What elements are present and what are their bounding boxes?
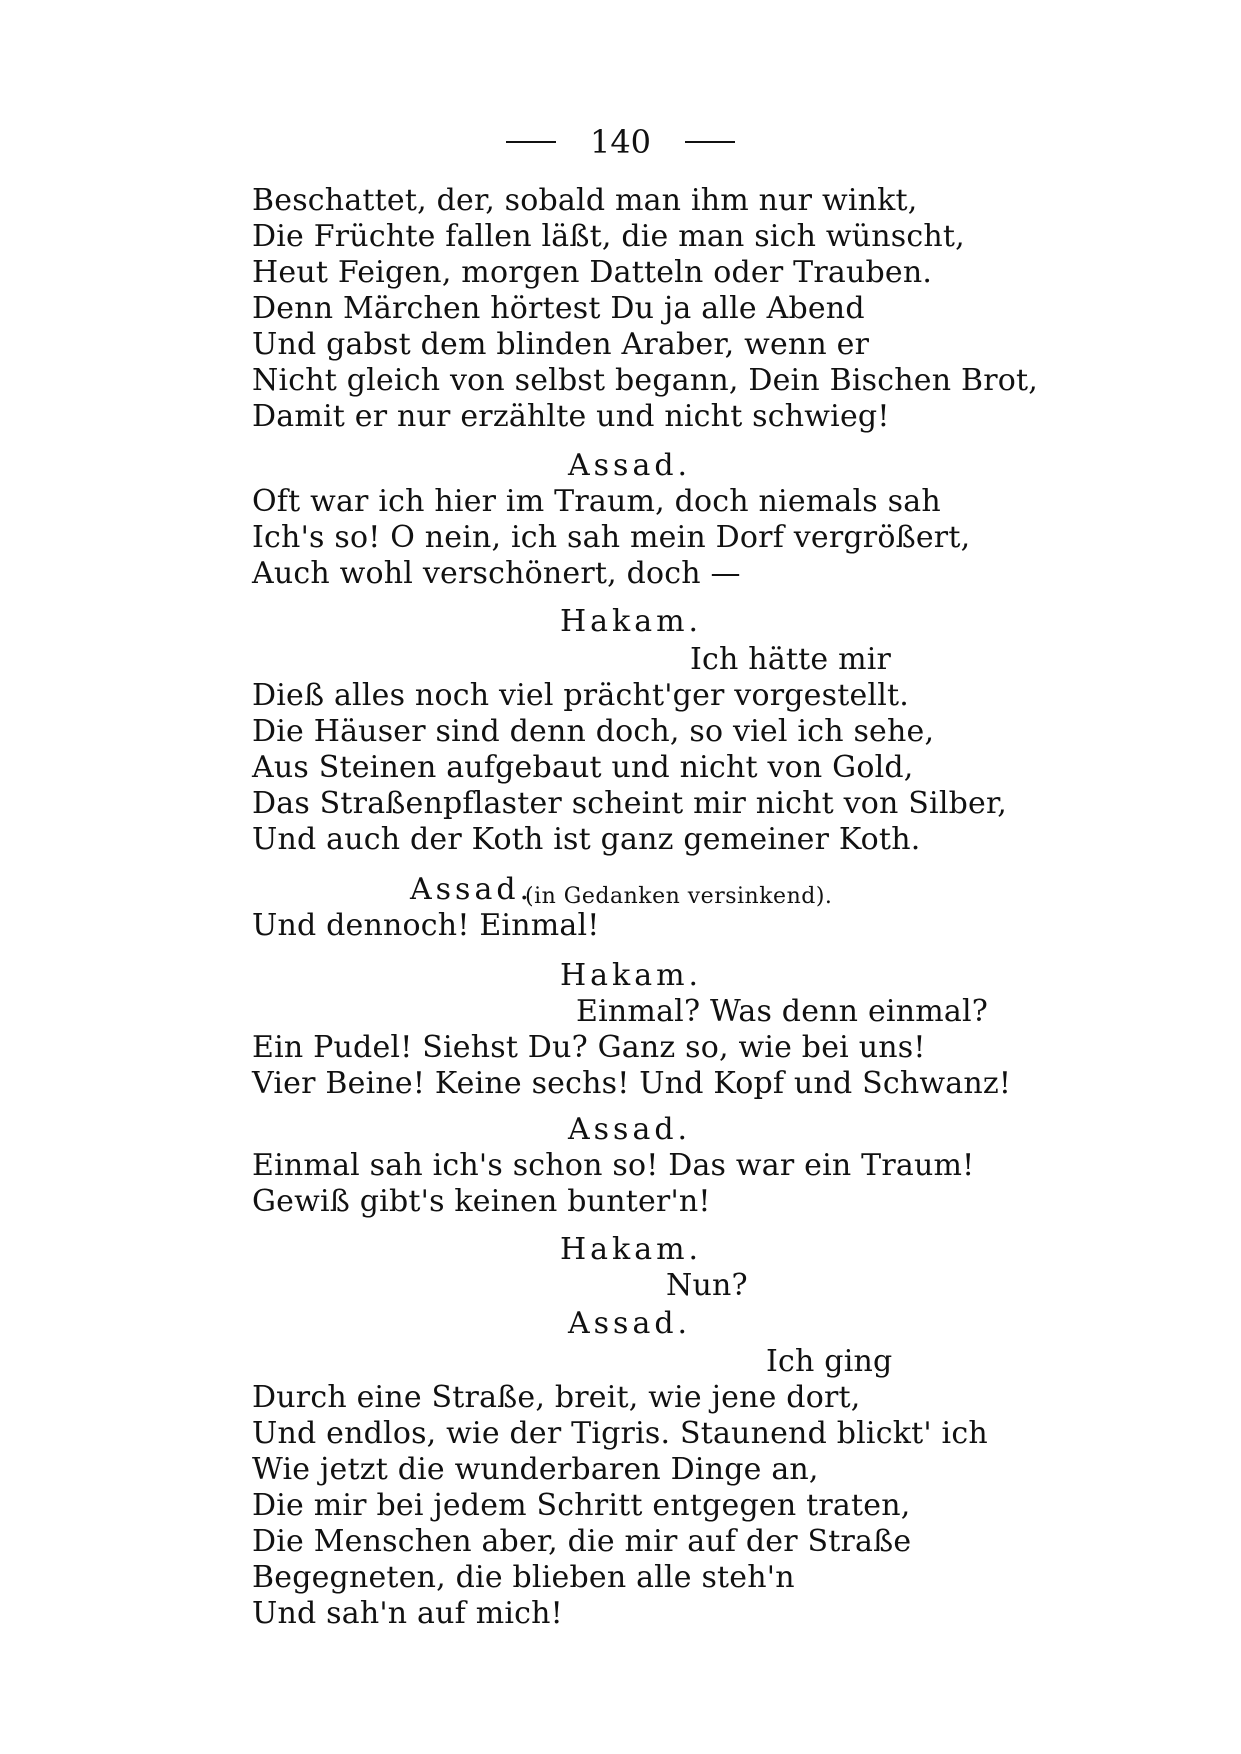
verse-line: Gewiß gibt's keinen bunter'n!	[252, 1184, 711, 1219]
verse-line: Denn Märchen hörtest Du ja alle Abend	[252, 291, 865, 326]
speaker-name: Assad.	[410, 872, 534, 907]
left-dash	[506, 141, 556, 143]
verse-line: Ich ging	[766, 1344, 893, 1379]
verse-line: Nun?	[666, 1268, 748, 1303]
verse-line: Einmal? Was denn einmal?	[576, 994, 989, 1029]
speaker-name: Assad.	[568, 1112, 692, 1147]
right-dash	[685, 141, 735, 143]
speaker-name: Assad.	[568, 1306, 692, 1341]
verse-line: Vier Beine! Keine sechs! Und Kopf und Schwanz!	[252, 1066, 1012, 1101]
verse-line: Die Häuser sind denn doch, so viel ich sehe,	[252, 714, 935, 749]
verse-line: Und auch der Koth ist ganz gemeiner Koth.	[252, 822, 921, 857]
verse-line: Oft war ich hier im Traum, doch niemals sah	[252, 484, 941, 519]
verse-line: Begegneten, die blieben alle steh'n	[252, 1560, 795, 1595]
verse-line: Die mir bei jedem Schritt entgegen traten,	[252, 1488, 911, 1523]
verse-line: Ich's so! O nein, ich sah mein Dorf vergrößert,	[252, 520, 971, 555]
page-number-header	[0, 122, 1241, 162]
verse-line: Wie jetzt die wunderbaren Dinge an,	[252, 1452, 819, 1487]
verse-line: Damit er nur erzählte und nicht schwieg!	[252, 399, 890, 434]
verse-line: Heut Feigen, morgen Datteln oder Trauben.	[252, 255, 933, 290]
verse-line: Das Straßenpflaster scheint mir nicht von Silber,	[252, 786, 1007, 821]
verse-line: Durch eine Straße, breit, wie jene dort,	[252, 1380, 861, 1415]
verse-line: Die Früchte fallen läßt, die man sich wünscht,	[252, 219, 965, 254]
page-number: 140	[589, 123, 652, 161]
verse-line: Und sah'n auf mich!	[252, 1596, 563, 1631]
verse-line: Und gabst dem blinden Araber, wenn er	[252, 327, 870, 362]
speaker-name: Hakam.	[560, 604, 703, 639]
verse-line: Und endlos, wie der Tigris. Staunend blickt' ich	[252, 1416, 988, 1451]
verse-line: Ich hätte mir	[690, 642, 892, 677]
speaker-name: Hakam.	[560, 1232, 703, 1267]
speaker-name: Assad.	[568, 448, 692, 483]
verse-line: Aus Steinen aufgebaut und nicht von Gold,	[252, 750, 914, 785]
verse-line: Ein Pudel! Siehst Du? Ganz so, wie bei uns!	[252, 1030, 926, 1065]
verse-line: Beschattet, der, sobald man ihm nur winkt,	[252, 183, 918, 218]
verse-line: Einmal sah ich's schon so! Das war ein Traum!	[252, 1148, 975, 1183]
verse-line: Die Menschen aber, die mir auf der Straße	[252, 1524, 912, 1559]
verse-line: Dieß alles noch viel prächt'ger vorgestellt.	[252, 678, 909, 713]
stage-direction: (in Gedanken versinkend).	[525, 884, 833, 909]
verse-line: Auch wohl verschönert, doch —	[252, 556, 741, 591]
verse-line: Und dennoch! Einmal!	[252, 908, 600, 943]
verse-line: Nicht gleich von selbst begann, Dein Bischen Brot,	[252, 363, 1039, 398]
speaker-name: Hakam.	[560, 958, 703, 993]
